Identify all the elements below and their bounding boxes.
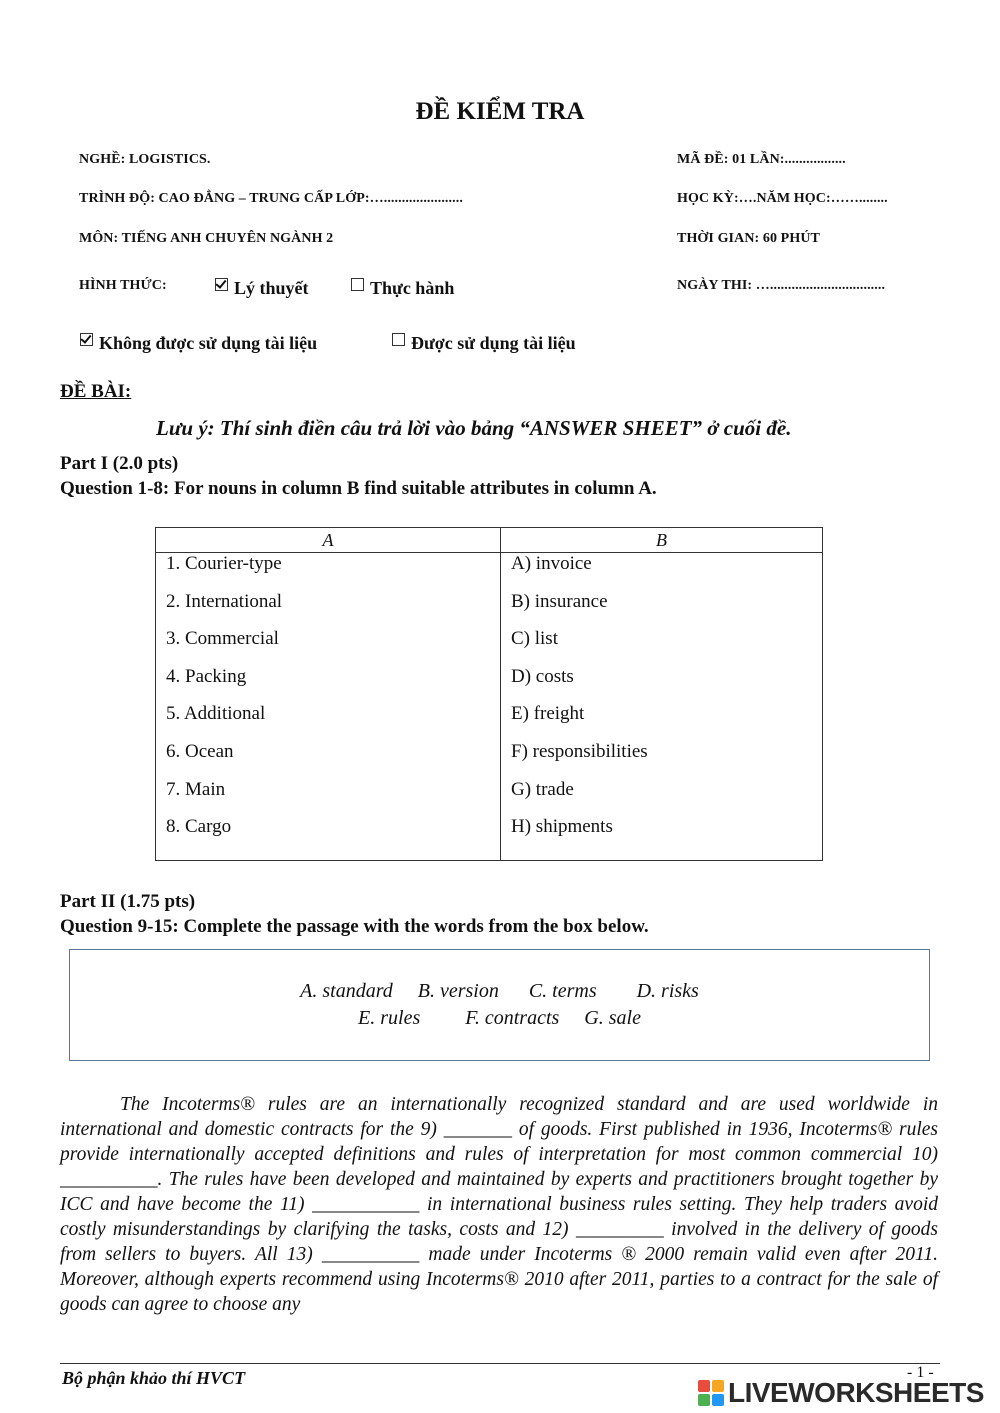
matching-table xyxy=(155,527,823,861)
liveworksheets-logo-icon xyxy=(698,1380,724,1406)
attribute-cell: 7. Main xyxy=(156,779,501,817)
hoc-ky-label: HỌC KỲ:….NĂM HỌC:……........ xyxy=(677,191,888,206)
part1-question: Question 1-8: For nouns in column B find suitable attributes in column A. xyxy=(60,478,657,499)
checked-box-icon[interactable] xyxy=(215,278,228,291)
duoc-tai-lieu-option[interactable] xyxy=(392,333,576,354)
logo-tile xyxy=(712,1380,724,1392)
attribute-cell: 3. Commercial xyxy=(156,628,501,666)
noun-cell: F) responsibilities xyxy=(501,741,823,779)
word-box xyxy=(69,949,930,1061)
footer-text: Bộ phận khảo thí HVCT xyxy=(62,1368,246,1388)
noun-cell: B) insurance xyxy=(501,591,823,629)
table-row xyxy=(156,816,823,861)
khong-tai-lieu-label: Không được sử dụng tài liệu xyxy=(99,333,318,353)
duoc-tai-lieu-label: Được sử dụng tài liệu xyxy=(411,333,576,353)
attribute-cell: 5. Additional xyxy=(156,703,501,741)
word-box-line-1: A. standard B. version C. terms D. risks xyxy=(300,980,699,1002)
noun-cell: H) shipments xyxy=(501,816,823,861)
word-box-line-2: E. rules F. contracts G. sale xyxy=(358,1007,641,1029)
attribute-cell: 2. International xyxy=(156,591,501,629)
table-row xyxy=(156,591,823,629)
ly-thuyet-label: Lý thuyết xyxy=(234,278,309,298)
column-b-header: B xyxy=(501,528,823,553)
hinh-thuc-label: HÌNH THỨC: xyxy=(79,278,167,293)
khong-tai-lieu-option[interactable] xyxy=(80,333,317,354)
table-row xyxy=(156,628,823,666)
thoi-gian-label: THỜI GIAN: 60 PHÚT xyxy=(677,231,820,246)
part1-heading: Part I (2.0 pts) xyxy=(60,453,179,474)
thuc-hanh-option[interactable] xyxy=(351,278,454,299)
attribute-cell: 8. Cargo xyxy=(156,816,501,861)
document-title: ĐỀ KIỂM TRA xyxy=(415,98,585,125)
thuc-hanh-label: Thực hành xyxy=(370,278,455,298)
noun-cell: A) invoice xyxy=(501,553,823,591)
checked-box-icon[interactable] xyxy=(80,333,93,346)
logo-tile xyxy=(698,1380,710,1392)
unchecked-box-icon[interactable] xyxy=(351,278,364,291)
nghe-label: NGHỀ: LOGISTICS. xyxy=(79,152,211,167)
ly-thuyet-option[interactable] xyxy=(215,278,309,299)
reading-passage: The Incoterms® rules are an internationally recognized standard and are used worldwide in international and domestic contracts for the 9) _______ of goods. First published in 1936, Incoterms® rules provide internationally accepted definitions and rules of interpretation for most common commercial 10) __________. The rules have been developed and maintained by experts and practitioners brought together by ICC and have become the 11) ___________ in international business rules setting. They help traders avoid costly misunderstandings by clarifying the tasks, costs and 12) _________ involved in the delivery of goods from sellers to buyers. All 13) __________ made under Incoterms ® 2000 remain valid even after 2011. Moreover, although experts recommend using Incoterms® 2010 after 2011, parties to a contract for the sale of goods can agree to choose any xyxy=(60,1094,938,1315)
part2-question: Question 9-15: Complete the passage with the words from the box below. xyxy=(60,916,649,937)
table-row xyxy=(156,703,823,741)
column-a-header: A xyxy=(156,528,501,553)
liveworksheets-wordmark: LIVEWORKSHEETS xyxy=(728,1377,984,1408)
ngay-thi-label: NGÀY THI: …................................ xyxy=(677,278,886,293)
page-number: - 1 - xyxy=(907,1364,934,1381)
mon-label: MÔN: TIẾNG ANH CHUYÊN NGÀNH 2 xyxy=(79,231,334,246)
attribute-cell: 1. Courier-type xyxy=(156,553,501,591)
noun-cell: C) list xyxy=(501,628,823,666)
logo-tile xyxy=(698,1394,710,1406)
table-row xyxy=(156,779,823,817)
noun-cell: E) freight xyxy=(501,703,823,741)
ma-de-label: MÃ ĐỀ: 01 LẦN:................. xyxy=(677,152,846,167)
table-row xyxy=(156,741,823,779)
trinh-do-label: TRÌNH ĐỘ: CAO ĐẲNG – TRUNG CẤP LỚP:…...................... xyxy=(79,191,463,206)
unchecked-box-icon[interactable] xyxy=(392,333,405,346)
logo-tile xyxy=(712,1394,724,1406)
footer-divider xyxy=(60,1363,940,1364)
attribute-cell: 6. Ocean xyxy=(156,741,501,779)
de-bai-heading: ĐỀ BÀI: xyxy=(60,381,132,402)
table-row xyxy=(156,666,823,704)
part2-heading: Part II (1.75 pts) xyxy=(60,891,196,912)
noun-cell: D) costs xyxy=(501,666,823,704)
attribute-cell: 4. Packing xyxy=(156,666,501,704)
table-row xyxy=(156,553,823,591)
instruction-note: Lưu ý: Thí sinh điền câu trả lời vào bảng “ANSWER SHEET” ở cuối đề. xyxy=(156,416,792,440)
liveworksheets-brand[interactable] xyxy=(698,1377,984,1409)
noun-cell: G) trade xyxy=(501,779,823,817)
